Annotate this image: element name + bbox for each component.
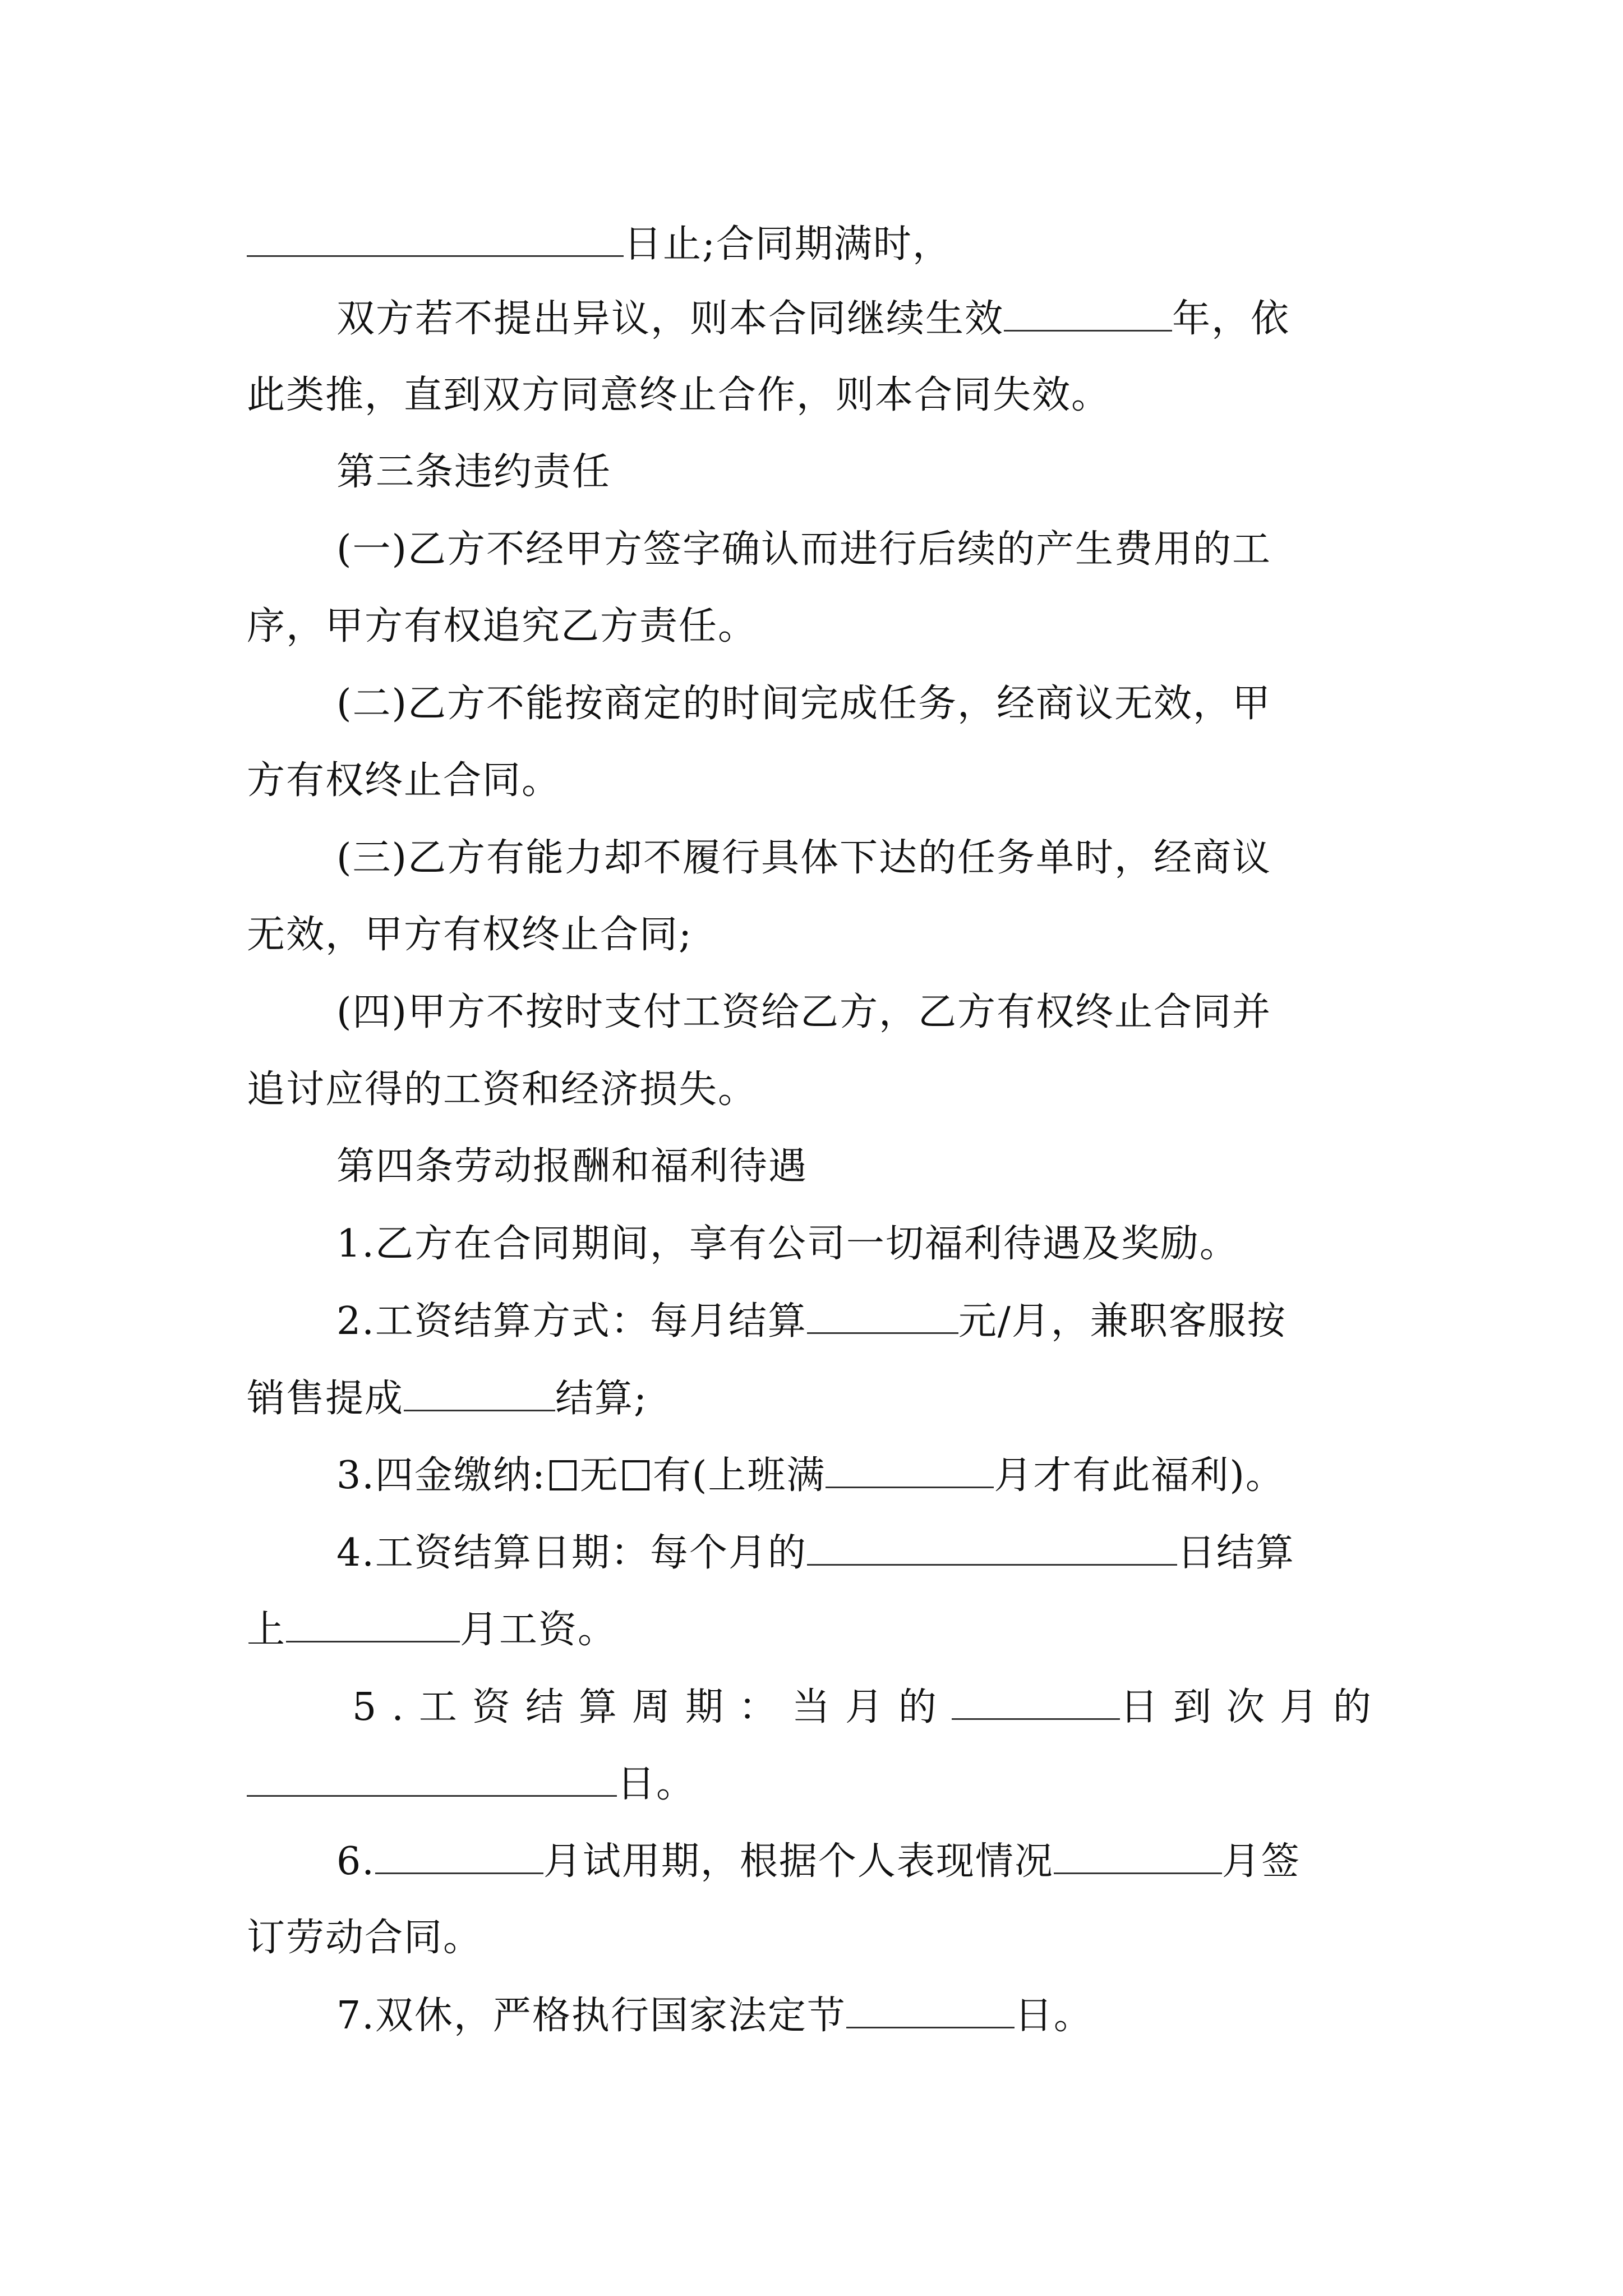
text-line (336, 522, 1271, 578)
fill-blank (286, 1602, 460, 1642)
text-line (247, 1910, 482, 1966)
line-text: 月工资。 (460, 1608, 617, 1652)
fill-blank (846, 1987, 1015, 2028)
line-text: 此类推，直到双方同意终止合作，则本合同失效。 (247, 373, 1111, 417)
line-text: 无效，甲方有权终止合同; (247, 913, 693, 957)
fill-blank (1054, 1833, 1222, 1874)
line-text: 1.乙方在合同期间，享有公司一切福利待遇及奖励。 (336, 1222, 1239, 1266)
line-text: 日。 (617, 1762, 696, 1806)
line-text: 年，依 (1172, 297, 1290, 341)
line-text: 月试用期，根据个人表现情况 (543, 1839, 1054, 1884)
line-text: (一)乙方不经甲方签字确认而进行后续的产生费用的工 (336, 527, 1272, 572)
text-line (336, 1525, 1295, 1581)
line-text: 4.工资结算日期：每个月的 (336, 1531, 807, 1575)
text-line (336, 676, 1271, 732)
line-text: 6. (336, 1839, 375, 1884)
text-line (336, 984, 1271, 1041)
text-line (247, 1370, 648, 1427)
option-label: 无 (579, 1453, 619, 1498)
line-text: (二)乙方不能按商定的时间完成任务，经商议无效，甲 (336, 682, 1272, 726)
text-line (247, 753, 561, 809)
line-text: 日到次月的 (1119, 1685, 1386, 1729)
text-line (336, 1447, 1285, 1503)
line-text: (四)甲方不按时支付工资给乙方，乙方有权终止合同并 (336, 990, 1272, 1034)
text-line (336, 830, 1271, 886)
line-text: 追讨应得的工资和经济损失。 (247, 1068, 758, 1112)
text-line (247, 1756, 695, 1812)
line-text: 订劳动合同。 (247, 1916, 483, 1960)
line-text: 月签 (1221, 1839, 1301, 1884)
text-line (247, 599, 757, 655)
text-line (336, 1293, 1287, 1349)
text-line (352, 1679, 1386, 1735)
line-text: 5.工资结算周期：当月的 (352, 1685, 952, 1729)
fill-blank (247, 1756, 617, 1797)
text-line (247, 367, 1110, 424)
checkbox-yes[interactable] (623, 1460, 649, 1490)
line-text: 日。 (1014, 1994, 1093, 2038)
line-text: 结算; (555, 1377, 648, 1421)
fill-blank (952, 1679, 1120, 1720)
line-text: 上 (247, 1608, 287, 1652)
line-text: 日结算 (1177, 1531, 1295, 1575)
fill-blank (375, 1833, 543, 1874)
text-line (336, 1833, 1301, 1889)
fill-blank (826, 1447, 994, 1488)
text-line (247, 1062, 757, 1118)
text-line (336, 1987, 1093, 2044)
line-text: 双方若不提出异议，则本合同继续生效 (336, 297, 1004, 341)
text-line (247, 907, 693, 963)
line-text: (三)乙方有能力却不履行具体下达的任务单时，经商议 (336, 836, 1272, 880)
section-heading (336, 444, 611, 500)
line-text: 序，甲方有权追究乙方责任。 (247, 604, 758, 648)
line-text: 日止;合同期满时， (624, 222, 952, 266)
text-line (247, 216, 952, 272)
line-text: 7.双休，严格执行国家法定节 (336, 1994, 846, 2038)
fill-blank (807, 1293, 958, 1334)
text-line (336, 1216, 1239, 1272)
line-text: 销售提成 (247, 1377, 404, 1421)
fill-blank (247, 216, 624, 257)
option-label: 有(上班满 (652, 1453, 826, 1498)
line-text: 第四条劳动报酬和福利待遇 (336, 1144, 808, 1189)
line-text: 2.工资结算方式：每月结算 (336, 1299, 807, 1343)
line-text: 3.四金缴纳: (336, 1453, 546, 1498)
line-text: 第三条违约责任 (336, 450, 612, 494)
fill-blank (1004, 291, 1172, 332)
text-line (247, 1602, 617, 1658)
section-heading (336, 1139, 808, 1195)
fill-blank (807, 1525, 1177, 1566)
fill-blank (404, 1370, 555, 1411)
line-text: 元/月，兼职客服按 (958, 1299, 1287, 1343)
text-line (336, 291, 1290, 347)
line-text: 方有权终止合同。 (247, 758, 561, 803)
line-text: 月才有此福利)。 (994, 1453, 1285, 1498)
checkbox-none[interactable] (550, 1460, 577, 1490)
